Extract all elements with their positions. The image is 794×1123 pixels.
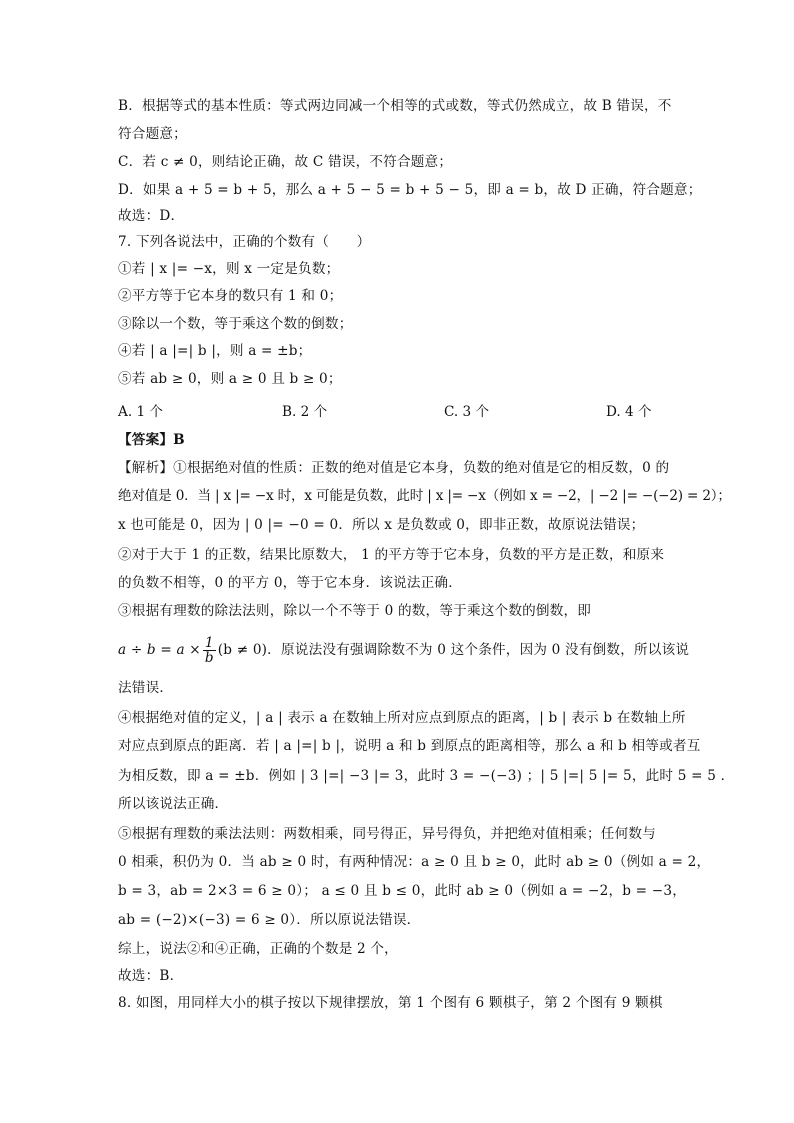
- analysis-line-14: 0 相乘，积仍为 0．当 ab ≥ 0 时，有两种情况：a ≥ 0 且 b ≥ 0，此时 ab ≥ 0（例如 a = 2，: [118, 854, 711, 870]
- question-7-statement-3: ③除以一个数，等于乘这个数的倒数；: [118, 316, 353, 332]
- analysis-line-4: ②对于大于 1 的正数，结果比原数大， 1 的平方等于它本身，负数的平方是正数，和原来: [118, 547, 665, 563]
- fraction-numerator: 1: [203, 636, 216, 651]
- option-d-explanation: D．如果 a + 5 = b + 5，那么 a + 5 − 5 = b + 5 − 5，即 a = b，故 D 正确，符合题意；: [118, 182, 702, 198]
- analysis-line-7: [118, 635, 688, 665]
- option-b-explanation-line-1: B．根据等式的基本性质：等式两边同减一个相等的式或数，等式仍然成立，故 B 错误，不: [118, 98, 672, 114]
- question-7-stem: 7. 下列各说法中，正确的个数有（ ）: [118, 234, 371, 250]
- fraction-one-over-b: [203, 636, 216, 665]
- analysis-line-16: ab = (−2)×(−3) = 6 ≥ 0）．所以原说法错误．: [118, 912, 421, 928]
- analysis-line-11: 为相反数，即 a = ±b．例如 | 3 |=| −3 |= 3，此时 3 = −(−3) ；| 5 |=| 5 |= 5，此时 5 = 5 ．: [118, 768, 735, 784]
- question-7-statement-5: ⑤若 ab ≥ 0，则 a ≥ 0 且 b ≥ 0；: [118, 371, 342, 387]
- analysis-line-13: ⑤根据有理数的乘法法则：两数相乘，同号得正，异号得负，并把绝对值相乘；任何数与: [118, 826, 656, 842]
- question-7-statement-1: ①若 | x |= −x，则 x 一定是负数；: [118, 261, 340, 277]
- option-d: D. 4 个: [606, 404, 652, 420]
- division-condition-text: (b ≠ 0)．原说法没有强调除数不为 0 这个条件，因为 0 没有倒数，所以该说: [217, 642, 690, 658]
- option-b-explanation-line-2: 符合题意；: [118, 126, 187, 142]
- analysis-line-9: ④根据绝对值的定义，| a | 表示 a 在数轴上所对应点到原点的距离，| b | 表示 b 在数轴上所: [118, 710, 686, 726]
- answer-label: 【答案】B: [118, 432, 185, 448]
- analysis-line-12: 所以该说法正确．: [118, 796, 229, 812]
- option-b: B. 2 个: [282, 404, 328, 420]
- division-expression: a ÷ b = a ×: [118, 642, 201, 658]
- analysis-line-6: ③根据有理数的除法法则，除以一个不等于 0 的数，等于乘这个数的倒数，即: [118, 603, 592, 619]
- option-c: C. 3 个: [444, 404, 490, 420]
- analysis-line-2: 绝对值是 0．当 | x |= −x 时，x 可能是负数，此时 | x |= −x（例如 x = −2，| −2 |= −(−2) = 2）；: [118, 488, 731, 504]
- question-7-statement-2: ②平方等于它本身的数只有 1 和 0；: [118, 288, 343, 304]
- fraction-denominator: b: [204, 650, 214, 666]
- analysis-line-1: 【解析】①根据绝对值的性质：正数的绝对值是它本身，负数的绝对值是它的相反数，0 的: [118, 460, 670, 476]
- final-choice: 故选：B．: [118, 968, 184, 984]
- question-7-statement-4: ④若 | a |=| b |，则 a = ±b；: [118, 343, 312, 359]
- analysis-line-15: b = 3，ab = 2×3 = 6 ≥ 0）； a ≤ 0 且 b ≤ 0，此时 ab ≥ 0（例如 a = −2，b = −3，: [118, 883, 687, 899]
- analysis-line-8: 法错误．: [118, 680, 174, 696]
- question-8-stem: 8. 如图，用同样大小的棋子按以下规律摆放，第 1 个图有 6 颗棋子，第 2 个图有 9 颗棋: [118, 995, 663, 1011]
- option-a: A. 1 个: [118, 404, 164, 420]
- analysis-line-10: 对应点到原点的距离．若 | a |=| b |，说明 a 和 b 到原点的距离相等，那么 a 和 b 相等或者互: [118, 738, 701, 754]
- previous-choice: 故选：D．: [118, 208, 185, 224]
- analysis-line-5: 的负数不相等，0 的平方 0，等于它本身．该说法正确．: [118, 575, 462, 591]
- option-c-explanation: C．若 c ≠ 0，则结论正确，故 C 错误，不符合题意；: [118, 154, 453, 170]
- analysis-summary: 综上，说法②和④正确，正确的个数是 2 个，: [118, 941, 398, 957]
- analysis-line-3: x 也可能是 0，因为 | 0 |= −0 = 0．所以 x 是负数或 0，即非正数，故原说法错误；: [118, 517, 645, 533]
